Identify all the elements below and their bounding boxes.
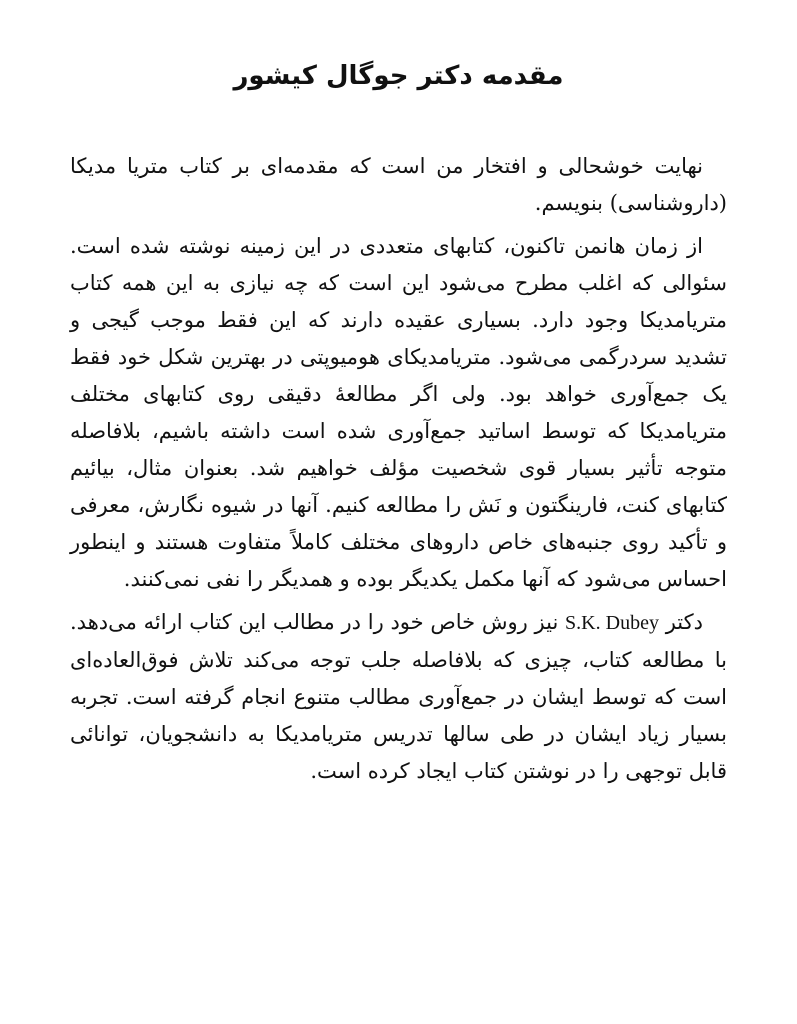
paragraph-history: از زمان هانمن تاکنون، کتابهای متعددی در این زمینه نوشته شده است. سئوالی که اغلب مطرح می‌شود این است که چه نیازی به این همه کتاب متریامدیکا وجود دارد. بسیاری عقیده دارند که این فقط موجب گیجی و تشدید سردرگمی می‌شود. متریامدیکای هومیوپتی در بهترین شکل خود فقط یک جمع‌آوری خواهد بود. ولی اگر مطالعهٔ دقیقی روی کتابهای مختلف متریامدیکا که توسط اساتید جمع‌آوری شده است داشته باشیم، بلافاصله متوجه تأثیر بسیار قوی شخصیت مؤلف خواهیم شد. بعنوان مثال، بیائیم کتابهای کنت، فارینگتون و نَش را مطالعه کنیم. آنها در شیوه نگارش، معرفی و تأکید روی جنبه‌های خاص داروهای مختلف کاملاً متفاوت هستند و اینطور احساس می‌شود که آنها مکمل یکدیگر بوده و همدیگر را نفی نمی‌کنند. bbox=[70, 234, 727, 591]
page-title: مقدمه دکتر جوگال کیشور bbox=[233, 61, 564, 91]
paragraph-dubey-prefix: دکتر bbox=[658, 610, 703, 634]
paragraph-intro: نهایت خوشحالی و افتخار من است که مقدمه‌ای بر کتاب متریا مدیکا (داروشناسی) بنویسم. bbox=[70, 154, 727, 215]
paragraph-dubey-body: نیز روش خاص خود را در مطالب این کتاب ارائه می‌دهد. با مطالعه کتاب، چیزی که بلافاصله جلب توجه می‌کند تلاش فوق‌العاده‌ای است که توسط ایشان در جمع‌آوری مطالب متنوع انجام گرفته است. تجربه بسیار زیاد ایشان در طی سالها تدریس متریامدیکا به دانشجویان، توانائی قابل توجهی را در نوشتن کتاب ایجاد کرده است. bbox=[70, 610, 727, 783]
paragraph-dubey bbox=[70, 604, 727, 790]
author-name-latin: S.K. Dubey bbox=[565, 612, 659, 634]
